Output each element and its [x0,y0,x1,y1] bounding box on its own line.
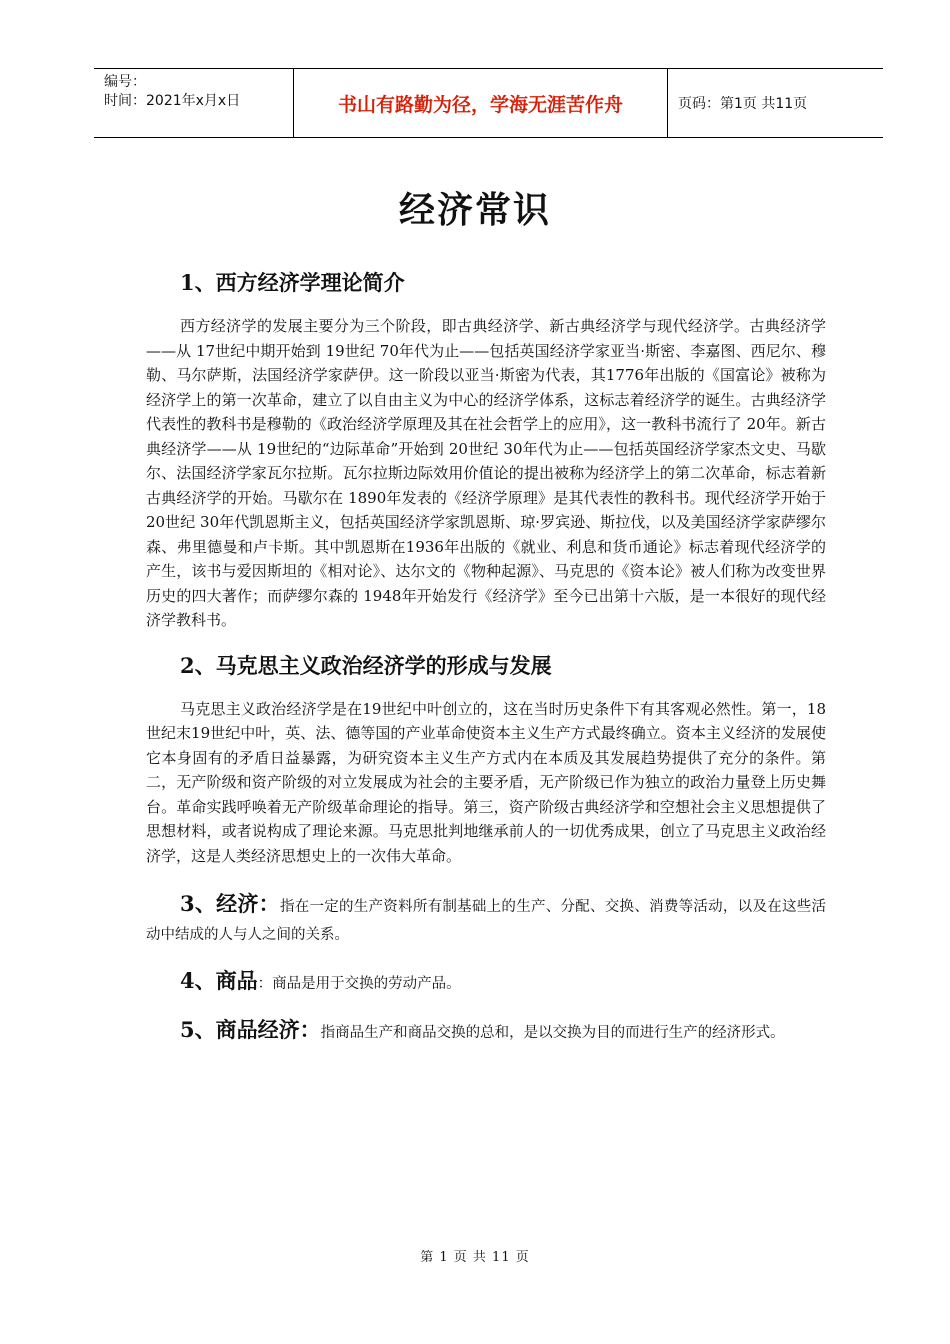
document-body [146,260,826,1065]
section-2-paragraph: 马克思主义政治经济学是在19世纪中叶创立的，这在当时历史条件下有其客观必然性。第一，18世纪末19世纪中叶，英、法、德等国的产业革命使资本主义生产方式最终确立。资本主义经济的发展使它本身固有的矛盾日益暴露，为研究资本主义生产方式内在本质及其发展趋势提供了充分的条件。第二，无产阶级和资产阶级的对立发展成为社会的主要矛盾，无产阶级已作为独立的政治力量登上历史舞台。革命实践呼唤着无产阶级革命理论的指导。第三，资产阶级古典经济学和空想社会主义思想提供了思想材料，或者说构成了理论来源。马克思批判地继承前人的一切优秀成果，创立了马克思主义政治经济学，这是人类经济思想史上的一次伟大革命。 [146,699,826,865]
time-label: 时间：2021年x月x日 [104,93,241,109]
section-3-definition [146,890,826,949]
section-1-paragraph: 西方经济学的发展主要分为三个阶段，即古典经济学、新古典经济学与现代经济学。古典经济学——从 17世纪中期开始到 19世纪 70年代为止——包括英国经济学家亚当·斯密、李嘉图、西尼尔、穆勒、马尔萨斯，法国经济学家萨伊。这一阶段以亚当·斯密为代表，其1776年出版的《国富论》被称为经济学上的第一次革命，建立了以自由主义为中心的经济学体系，这标志着经济学的诞生。古典经济学代表性的教科书是穆勒的《政治经济学原理及其在社会哲学上的应用》，这一教科书流行了 20年。新古典经济学——从 19世纪的“边际革命”开始到 20世纪 30年代为止——包括英国经济学家杰文史、马歇尔、法国经济学家瓦尔拉斯。瓦尔拉斯边际效用价值论的提出被称为经济学上的第二次革命，标志着新古典经济学的开始。马歇尔在 1890年发表的《经济学原理》是其代表性的教科书。现代经济学开始于20世纪 30年代凯恩斯主义，包括英国经济学家凯恩斯、琼·罗宾逊、斯拉伐，以及美国经济学家萨缪尔森、弗里德曼和卢卡斯。其中凯恩斯在1936年出版的《就业、利息和货币通论》标志着现代经济学的产生，该书与爱因斯坦的《相对论》、达尔文的《物种起源》、马克思的《资本论》被人们称为改变世界历史的四大著作；而萨缪尔森的 1948年开始发行《经济学》至今已出第十六版，是一本很好的现代经济学教科书。 [146,317,826,629]
section-2-heading: 2、马克思主义政治经济学的形成与发展 [180,652,552,678]
serial-number-label: 编号： [104,74,146,90]
section-4-text: ：商品是用于交换的劳动产品。 [257,976,461,992]
page-footer: 第 1 页 共 11 页 [420,1250,530,1265]
section-1-heading: 1、西方经济学理论简介 [180,270,405,295]
document-title: 经济常识 [398,189,551,231]
section-3-text: 指在一定的生产资料所有制基础上的生产、分配、交换、消费等活动，以及在这些活动中结成的人与人之间的关系。 [146,899,826,943]
header-motto: 书山有路勤为径，学海无涯苦作舟 [294,69,668,137]
section-5-definition [146,1016,826,1047]
header-page-number: 页码：第1页 共11页 [678,96,808,112]
section-4-term: 4、商品 [180,968,258,993]
header-table [94,68,883,138]
section-3-term: 3、经济： [180,891,280,916]
section-5-term: 5、商品经济： [180,1017,321,1042]
section-5-text: 指商品生产和商品交换的总和，是以交换为目的而进行生产的经济形式。 [320,1025,785,1041]
section-4-definition [146,967,826,998]
header-meta [94,69,294,137]
